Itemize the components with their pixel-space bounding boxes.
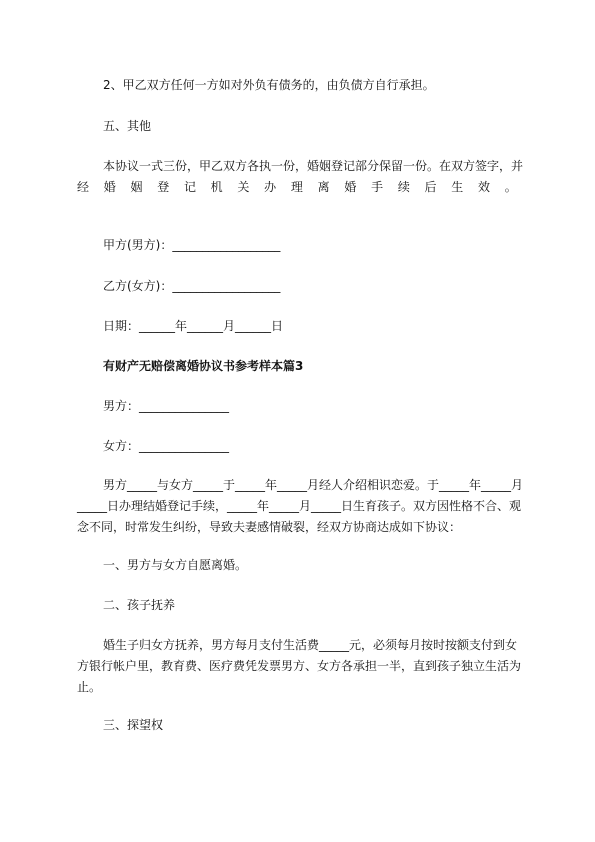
justified-char: 关 <box>237 180 250 194</box>
justified-char: 办 <box>264 180 277 194</box>
copies-clause-line-2 <box>77 179 517 195</box>
clause-divorce: 一、男方与女方自愿离婚。 <box>103 558 248 572</box>
section-title: 有财产无赔偿离婚协议书参考样本篇3 <box>103 359 304 373</box>
heading-child-custody: 二、孩子抚养 <box>103 598 176 612</box>
justified-char: 婚 <box>344 180 357 194</box>
woman-field: 女方：_______________ <box>103 439 230 453</box>
justified-char: 后 <box>424 180 437 194</box>
copies-clause-line-1: 本协议一式三份，甲乙双方各执一份，婚姻登记部分保留一份。在双方签字，并 <box>103 159 524 173</box>
custody-line-3: 止。 <box>77 680 102 694</box>
background-line-2: _____日办理结婚登记手续，_____年_____月_____日生育孩子。双方因性格不合、观 <box>77 499 522 513</box>
custody-line-2: 方银行帐户里，教育费、医疗费凭发票男方、女方各承担一半，直到孩子独立生活为 <box>77 659 522 673</box>
justified-char: 登 <box>157 180 170 194</box>
debt-clause: 2、甲乙双方任何一方如对外负有债务的，由负债方自行承担。 <box>103 78 435 92</box>
justified-char: 离 <box>317 180 330 194</box>
background-line-3: 念不同，时常发生纠纷，导致夫妻感情破裂，经双方协商达成如下协议： <box>77 520 462 534</box>
justified-char: 经 <box>77 180 90 194</box>
justified-char: 姻 <box>130 180 143 194</box>
man-field: 男方：_______________ <box>103 399 230 413</box>
justified-char: 机 <box>210 180 223 194</box>
signature-date: 日期：______年______月______日 <box>103 319 284 333</box>
justified-char: 续 <box>397 180 410 194</box>
justified-char: 。 <box>504 180 517 194</box>
custody-line-1: 婚生子归女方抚养，男方每月支付生活费_____元，必须每月按时按额支付到女 <box>103 638 518 652</box>
justified-char: 婚 <box>103 180 116 194</box>
heading-visitation: 三、探望权 <box>103 718 164 732</box>
justified-char: 生 <box>451 180 464 194</box>
background-line-1: 男方_____与女方_____于_____年_____月经人介绍相识恋爱。于_____年_____月 <box>103 478 524 492</box>
justified-char: 效 <box>478 180 491 194</box>
justified-char: 理 <box>290 180 303 194</box>
justified-char: 记 <box>183 180 196 194</box>
signature-party-a: 甲方(男方)：__________________ <box>103 238 281 252</box>
signature-party-b: 乙方(女方)：__________________ <box>103 279 281 293</box>
heading-other: 五、其他 <box>103 119 152 133</box>
justified-char: 手 <box>371 180 384 194</box>
